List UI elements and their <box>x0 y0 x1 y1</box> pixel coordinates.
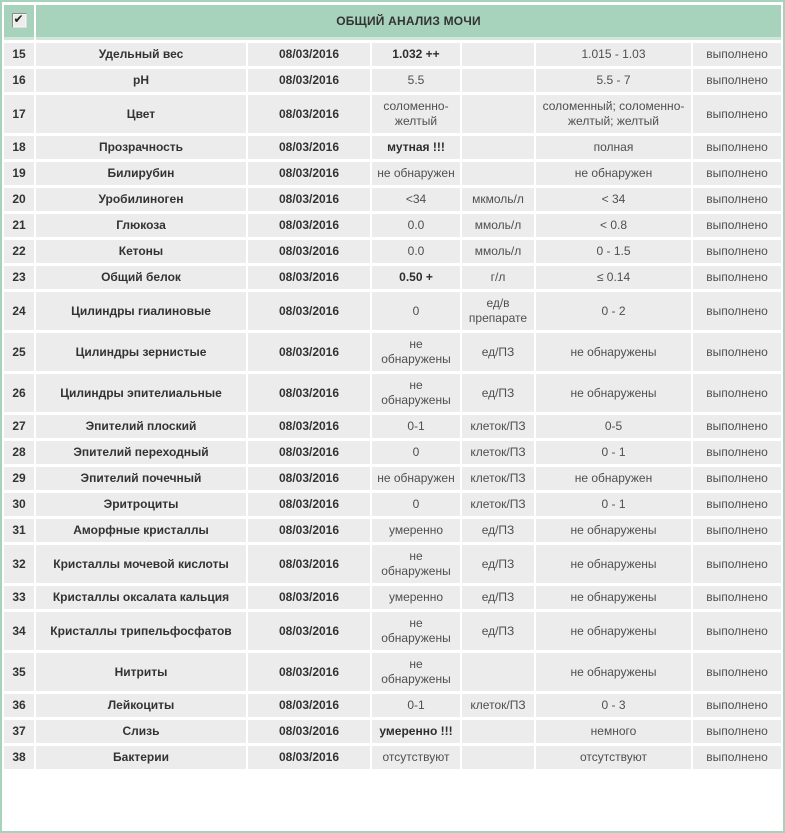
row-number-cell: 25 <box>4 333 34 371</box>
test-unit-cell <box>462 43 534 66</box>
status-cell: выполнено <box>693 374 781 412</box>
table-row <box>4 586 781 609</box>
reference-range-cell: 0-5 <box>536 415 691 438</box>
row-number-cell: 19 <box>4 162 34 185</box>
test-name-cell: Общий белок <box>36 266 246 289</box>
test-result-cell: не обнаружены <box>372 545 460 583</box>
table-row <box>4 694 781 717</box>
test-unit-cell <box>462 162 534 185</box>
row-number-cell: 28 <box>4 441 34 464</box>
test-unit-cell <box>462 746 534 769</box>
test-name-cell: Кристаллы мочевой кислоты <box>36 545 246 583</box>
status-cell: выполнено <box>693 266 781 289</box>
test-result-cell: 5.5 <box>372 69 460 92</box>
table-row <box>4 162 781 185</box>
table-row <box>4 292 781 330</box>
status-cell: выполнено <box>693 43 781 66</box>
row-number-cell: 18 <box>4 136 34 159</box>
test-result-cell: 1.032 ++ <box>372 43 460 66</box>
test-unit-cell: ед/ПЗ <box>462 519 534 542</box>
table-row <box>4 653 781 691</box>
test-result-cell: не обнаружен <box>372 162 460 185</box>
test-unit-cell: ед/ПЗ <box>462 586 534 609</box>
table-row <box>4 188 781 211</box>
table-row <box>4 519 781 542</box>
test-date-cell: 08/03/2016 <box>248 467 370 490</box>
test-result-cell: умеренно <box>372 519 460 542</box>
row-number-cell: 22 <box>4 240 34 263</box>
test-result-cell: не обнаружены <box>372 612 460 650</box>
test-date-cell: 08/03/2016 <box>248 415 370 438</box>
test-name-cell: Эритроциты <box>36 493 246 516</box>
test-name-cell: pH <box>36 69 246 92</box>
status-cell: выполнено <box>693 586 781 609</box>
reference-range-cell: < 34 <box>536 188 691 211</box>
test-unit-cell: клеток/ПЗ <box>462 467 534 490</box>
test-name-cell: Эпителий плоский <box>36 415 246 438</box>
status-cell: выполнено <box>693 545 781 583</box>
table-row <box>4 240 781 263</box>
test-name-cell: Удельный вес <box>36 43 246 66</box>
test-date-cell: 08/03/2016 <box>248 333 370 371</box>
test-unit-cell <box>462 95 534 133</box>
row-number-cell: 27 <box>4 415 34 438</box>
table-row <box>4 720 781 743</box>
report-body <box>2 2 783 831</box>
test-date-cell: 08/03/2016 <box>248 136 370 159</box>
test-date-cell: 08/03/2016 <box>248 586 370 609</box>
reference-range-cell: не обнаружены <box>536 586 691 609</box>
test-date-cell: 08/03/2016 <box>248 612 370 650</box>
test-date-cell: 08/03/2016 <box>248 43 370 66</box>
test-unit-cell <box>462 136 534 159</box>
row-number-cell: 17 <box>4 95 34 133</box>
status-cell: выполнено <box>693 720 781 743</box>
test-unit-cell: ммоль/л <box>462 240 534 263</box>
row-number-cell: 38 <box>4 746 34 769</box>
row-number-cell: 29 <box>4 467 34 490</box>
row-number-cell: 26 <box>4 374 34 412</box>
test-date-cell: 08/03/2016 <box>248 653 370 691</box>
reference-range-cell: не обнаружен <box>536 467 691 490</box>
test-unit-cell: г/л <box>462 266 534 289</box>
test-date-cell: 08/03/2016 <box>248 746 370 769</box>
test-result-cell: 0 <box>372 292 460 330</box>
test-unit-cell <box>462 720 534 743</box>
results-tbody <box>4 43 781 769</box>
test-name-cell: Аморфные кристаллы <box>36 519 246 542</box>
test-name-cell: Лейкоциты <box>36 694 246 717</box>
section-checkbox[interactable] <box>12 13 27 28</box>
status-cell: выполнено <box>693 333 781 371</box>
row-number-cell: 33 <box>4 586 34 609</box>
test-name-cell: Цвет <box>36 95 246 133</box>
test-unit-cell: ед/ПЗ <box>462 612 534 650</box>
reference-range-cell: соломенный; соломенно-желтый; желтый <box>536 95 691 133</box>
test-date-cell: 08/03/2016 <box>248 441 370 464</box>
status-cell: выполнено <box>693 519 781 542</box>
test-date-cell: 08/03/2016 <box>248 374 370 412</box>
test-name-cell: Эпителий почечный <box>36 467 246 490</box>
test-result-cell: 0.0 <box>372 214 460 237</box>
row-number-cell: 35 <box>4 653 34 691</box>
test-unit-cell: клеток/ПЗ <box>462 694 534 717</box>
test-result-cell: 0.50 + <box>372 266 460 289</box>
test-unit-cell: клеток/ПЗ <box>462 441 534 464</box>
row-number-cell: 32 <box>4 545 34 583</box>
test-date-cell: 08/03/2016 <box>248 545 370 583</box>
test-name-cell: Нитриты <box>36 653 246 691</box>
section-title-cell <box>36 5 781 40</box>
test-date-cell: 08/03/2016 <box>248 240 370 263</box>
table-row <box>4 467 781 490</box>
row-number-cell: 16 <box>4 69 34 92</box>
section-title: ОБЩИЙ АНАЛИЗ МОЧИ <box>336 14 481 28</box>
row-number-cell: 31 <box>4 519 34 542</box>
status-cell: выполнено <box>693 467 781 490</box>
test-unit-cell: ед/ПЗ <box>462 545 534 583</box>
reference-range-cell: 5.5 - 7 <box>536 69 691 92</box>
row-number-cell: 21 <box>4 214 34 237</box>
table-row <box>4 266 781 289</box>
test-result-cell: умеренно !!! <box>372 720 460 743</box>
row-number-cell: 30 <box>4 493 34 516</box>
status-cell: выполнено <box>693 240 781 263</box>
test-date-cell: 08/03/2016 <box>248 266 370 289</box>
test-date-cell: 08/03/2016 <box>248 95 370 133</box>
table-row <box>4 136 781 159</box>
test-result-cell: умеренно <box>372 586 460 609</box>
table-row <box>4 43 781 66</box>
reference-range-cell: не обнаружены <box>536 374 691 412</box>
test-result-cell: 0-1 <box>372 415 460 438</box>
test-name-cell: Уробилиноген <box>36 188 246 211</box>
status-cell: выполнено <box>693 69 781 92</box>
test-result-cell: не обнаружен <box>372 467 460 490</box>
test-date-cell: 08/03/2016 <box>248 694 370 717</box>
status-cell: выполнено <box>693 653 781 691</box>
table-row <box>4 612 781 650</box>
test-unit-cell <box>462 653 534 691</box>
row-number-cell: 37 <box>4 720 34 743</box>
test-date-cell: 08/03/2016 <box>248 214 370 237</box>
test-name-cell: Слизь <box>36 720 246 743</box>
status-cell: выполнено <box>693 292 781 330</box>
test-date-cell: 08/03/2016 <box>248 162 370 185</box>
reference-range-cell: 0 - 1 <box>536 493 691 516</box>
reference-range-cell: 0 - 3 <box>536 694 691 717</box>
table-row <box>4 545 781 583</box>
test-date-cell: 08/03/2016 <box>248 519 370 542</box>
test-name-cell: Цилиндры гиалиновые <box>36 292 246 330</box>
test-result-cell: 0 <box>372 441 460 464</box>
test-name-cell: Билирубин <box>36 162 246 185</box>
reference-range-cell: не обнаружены <box>536 653 691 691</box>
test-unit-cell: клеток/ПЗ <box>462 493 534 516</box>
test-result-cell: не обнаружены <box>372 653 460 691</box>
row-number-cell: 36 <box>4 694 34 717</box>
test-name-cell: Цилиндры эпителиальные <box>36 374 246 412</box>
status-cell: выполнено <box>693 612 781 650</box>
test-unit-cell: ммоль/л <box>462 214 534 237</box>
reference-range-cell: < 0.8 <box>536 214 691 237</box>
reference-range-cell: 0 - 1.5 <box>536 240 691 263</box>
reference-range-cell: немного <box>536 720 691 743</box>
test-result-cell: не обнаружены <box>372 374 460 412</box>
test-name-cell: Глюкоза <box>36 214 246 237</box>
row-number-cell: 34 <box>4 612 34 650</box>
table-row <box>4 95 781 133</box>
test-unit-cell: клеток/ПЗ <box>462 415 534 438</box>
row-number-cell: 23 <box>4 266 34 289</box>
section-checkbox-cell <box>4 5 34 40</box>
reference-range-cell: полная <box>536 136 691 159</box>
reference-range-cell: не обнаружен <box>536 162 691 185</box>
test-name-cell: Эпителий переходный <box>36 441 246 464</box>
reference-range-cell: 1.015 - 1.03 <box>536 43 691 66</box>
test-result-cell: мутная !!! <box>372 136 460 159</box>
test-result-cell: не обнаружены <box>372 333 460 371</box>
table-row <box>4 746 781 769</box>
reference-range-cell: ≤ 0.14 <box>536 266 691 289</box>
test-name-cell: Кетоны <box>36 240 246 263</box>
test-name-cell: Кристаллы трипельфосфатов <box>36 612 246 650</box>
test-name-cell: Кристаллы оксалата кальция <box>36 586 246 609</box>
table-row <box>4 374 781 412</box>
table-row <box>4 69 781 92</box>
status-cell: выполнено <box>693 214 781 237</box>
reference-range-cell: не обнаружены <box>536 612 691 650</box>
status-cell: выполнено <box>693 493 781 516</box>
status-cell: выполнено <box>693 136 781 159</box>
test-result-cell: 0 <box>372 493 460 516</box>
reference-range-cell: 0 - 2 <box>536 292 691 330</box>
test-name-cell: Бактерии <box>36 746 246 769</box>
status-cell: выполнено <box>693 694 781 717</box>
reference-range-cell: не обнаружены <box>536 545 691 583</box>
reference-range-cell: не обнаружены <box>536 333 691 371</box>
row-number-cell: 24 <box>4 292 34 330</box>
status-cell: выполнено <box>693 746 781 769</box>
status-cell: выполнено <box>693 162 781 185</box>
test-date-cell: 08/03/2016 <box>248 188 370 211</box>
status-cell: выполнено <box>693 441 781 464</box>
test-unit-cell: мкмоль/л <box>462 188 534 211</box>
status-cell: выполнено <box>693 188 781 211</box>
status-cell: выполнено <box>693 95 781 133</box>
row-number-cell: 20 <box>4 188 34 211</box>
row-number-cell: 15 <box>4 43 34 66</box>
results-table <box>2 2 783 772</box>
table-row <box>4 415 781 438</box>
table-row <box>4 333 781 371</box>
test-result-cell: 0.0 <box>372 240 460 263</box>
test-date-cell: 08/03/2016 <box>248 493 370 516</box>
test-result-cell: <34 <box>372 188 460 211</box>
test-result-cell: отсутствуют <box>372 746 460 769</box>
table-row <box>4 214 781 237</box>
status-cell: выполнено <box>693 415 781 438</box>
table-row <box>4 493 781 516</box>
test-result-cell: соломенно-желтый <box>372 95 460 133</box>
test-name-cell: Прозрачность <box>36 136 246 159</box>
reference-range-cell: отсутствуют <box>536 746 691 769</box>
reference-range-cell: 0 - 1 <box>536 441 691 464</box>
test-name-cell: Цилиндры зернистые <box>36 333 246 371</box>
table-row <box>4 441 781 464</box>
test-date-cell: 08/03/2016 <box>248 69 370 92</box>
test-unit-cell <box>462 69 534 92</box>
test-unit-cell: ед/в препарате <box>462 292 534 330</box>
test-date-cell: 08/03/2016 <box>248 292 370 330</box>
reference-range-cell: не обнаружены <box>536 519 691 542</box>
test-date-cell: 08/03/2016 <box>248 720 370 743</box>
test-unit-cell: ед/ПЗ <box>462 374 534 412</box>
test-result-cell: 0-1 <box>372 694 460 717</box>
test-unit-cell: ед/ПЗ <box>462 333 534 371</box>
section-header-row <box>4 5 781 40</box>
